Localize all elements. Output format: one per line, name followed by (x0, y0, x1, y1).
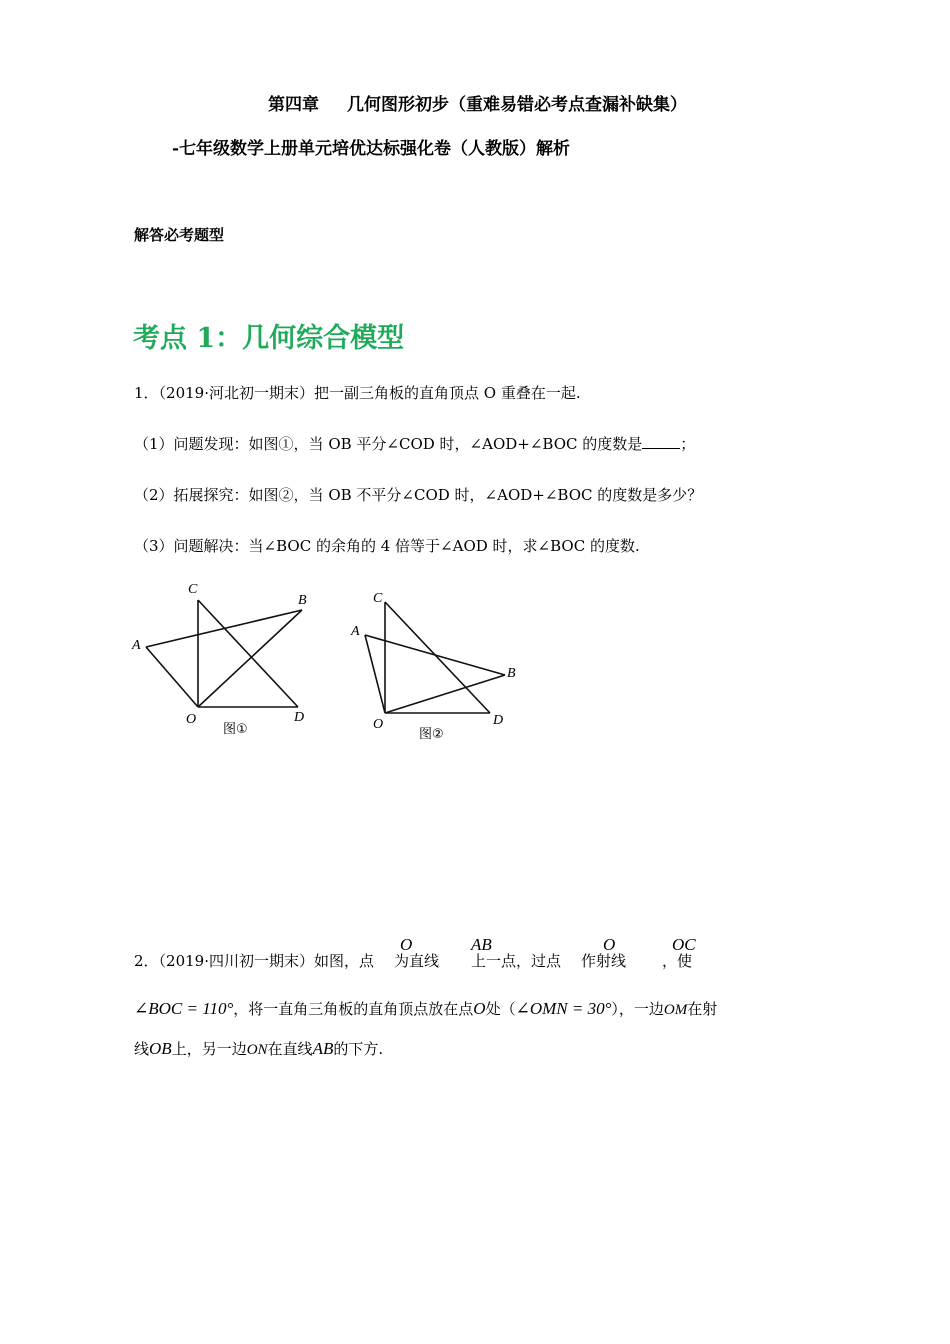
fig1-label-o: O (186, 712, 197, 727)
fig2-label-d: D (493, 713, 504, 728)
figure-2 (345, 580, 535, 745)
q2-line2 (134, 998, 717, 1019)
q2-line2-t3: ），一边 (611, 1000, 664, 1018)
answer-blank (642, 434, 680, 449)
topic-heading: 考点 1：几何综合模型 (133, 323, 405, 354)
fig1-label-a: A (132, 638, 141, 653)
fig1-label-b: B (298, 593, 307, 608)
q2-line3-t2: 上，另一边 (171, 1040, 247, 1058)
q2-point-o-3: O (473, 999, 486, 1018)
fig2-label-c: C (373, 591, 383, 606)
fig1-caption: 图① (223, 722, 248, 737)
fig2-label-a: A (351, 624, 360, 639)
fig2-label-o: O (373, 717, 384, 732)
q2-line2-t1: ，将一直角三角板的直角顶点放在点 (233, 1000, 474, 1018)
q2-line3 (134, 1038, 383, 1059)
q2-point-o-2: O (603, 935, 616, 954)
q2-text-suffix: ，使 (662, 952, 693, 970)
q1-part3: （3）问题解决：当∠BOC 的余角的 4 倍等于∠AOD 时，求∠BOC 的度数. (134, 537, 640, 555)
q2-line2-t2: 处（ (485, 1000, 516, 1018)
chapter-number: 第四章 (268, 95, 319, 115)
q2-line3-t1: 线 (134, 1040, 150, 1058)
fig2-caption: 图② (419, 727, 444, 742)
q2-line3-t4: 的下方. (333, 1040, 384, 1058)
chapter-title (268, 90, 687, 115)
q1-part2: （2）拓展探究：如图②，当 OB 不平分∠COD 时，∠AOD+∠BOC 的度数是多少？ (134, 486, 703, 504)
section-title: 解答必考题型 (134, 226, 225, 244)
q2-line-ab-2: AB (312, 1039, 334, 1058)
q2-line-ab: AB (471, 935, 492, 954)
figure-1 (128, 575, 328, 745)
chapter-subtitle: -七年级数学上册单元培优达标强化卷（人教版）解析 (172, 139, 571, 159)
q2-angle-omn: ∠OMN = 30° (515, 999, 612, 1018)
q2-point-o-1: O (400, 935, 413, 954)
q2-text-mid2: 上一点，过点 (471, 952, 562, 970)
q1-part1-end: ； (680, 435, 696, 453)
q2-angle-boc: ∠BOC = 110° (134, 999, 234, 1018)
q1-part1-text: （1）问题发现：如图①，当 OB 平分∠COD 时，∠AOD+∠BOC 的度数是 (134, 435, 643, 453)
fig1-label-c: C (188, 582, 198, 597)
fig1-label-d: D (294, 710, 305, 725)
q2-side-on: ON (246, 1042, 268, 1058)
q1-part1 (134, 433, 695, 454)
q2-line2-t4: 在射 (687, 1000, 718, 1018)
q2-prefix: 2．（2019·四川初一期末）如图，点 (134, 952, 374, 970)
chapter-name: 几何图形初步（重难易错必考点查漏补缺集） (347, 95, 687, 115)
q2-ray-ob: OB (149, 1039, 172, 1058)
q2-text-mid1: 为直线 (394, 952, 440, 970)
q2-line3-t3: 在直线 (267, 1040, 313, 1058)
q1-intro: 1．（2019·河北初一期末）把一副三角板的直角顶点 O 重叠在一起. (134, 384, 581, 402)
q2-side-om: OM (663, 1002, 688, 1018)
q2-ray-oc: OC (672, 935, 696, 954)
fig2-label-b: B (507, 666, 516, 681)
q2-text-mid3: 作射线 (581, 952, 627, 970)
